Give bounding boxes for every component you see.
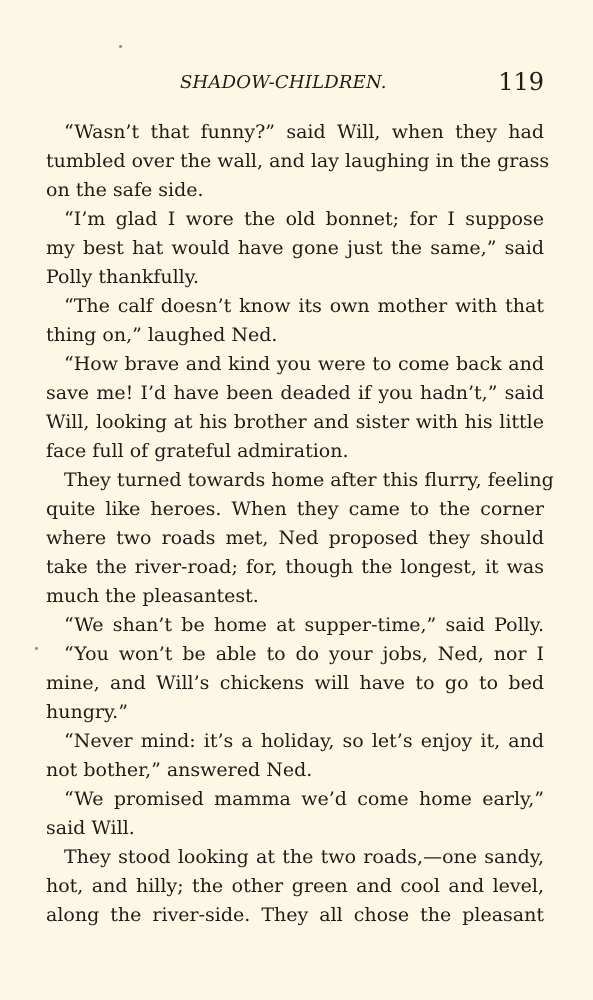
running-head: SHADOW-CHILDREN.	[180, 72, 387, 93]
text-line: They stood looking at the two roads,—one sandy,	[64, 846, 544, 868]
text-line: “Never mind: it’s a holiday, so let’s enjoy it, and	[64, 730, 544, 752]
page-number: 119	[498, 68, 544, 96]
text-line: save me! I’d have been deaded if you hadn’t,” said	[46, 382, 544, 404]
text-line: hot, and hilly; the other green and cool and level,	[46, 875, 544, 897]
text-line: Will, looking at his brother and sister with his little	[46, 411, 544, 433]
text-line: “We promised mamma we’d come home early,”	[64, 788, 544, 810]
text-line: hungry.”	[46, 701, 128, 723]
text-line: my best hat would have gone just the same,” said	[46, 237, 544, 259]
text-line: Polly thankfully.	[46, 266, 200, 288]
text-line: said Will.	[46, 817, 135, 839]
text-line: on the safe side.	[46, 179, 204, 201]
text-line: “Wasn’t that funny?” said Will, when they had	[64, 121, 544, 143]
text-line: “The calf doesn’t know its own mother with that	[64, 295, 544, 317]
text-line: thing on,” laughed Ned.	[46, 324, 278, 346]
text-line: “I’m glad I wore the old bonnet; for I suppose	[64, 208, 544, 230]
text-line: much the pleasantest.	[46, 585, 259, 607]
text-line: where two roads met, Ned proposed they should	[46, 527, 544, 549]
body-text	[46, 118, 554, 930]
text-line: tumbled over the wall, and lay laughing in the grass	[46, 150, 550, 172]
text-line: not bother,” answered Ned.	[46, 759, 313, 781]
text-line: along the river-side. They all chose the pleasant	[46, 904, 544, 926]
page-header	[46, 62, 544, 102]
text-line: “We shan’t be home at supper-time,” said Polly.	[64, 614, 544, 636]
text-line: mine, and Will’s chickens will have to go to bed	[46, 672, 544, 694]
text-line: quite like heroes. When they came to the corner	[46, 498, 544, 520]
page-speck	[119, 45, 122, 48]
text-line: “You won’t be able to do your jobs, Ned, nor I	[64, 643, 544, 665]
text-line: take the river-road; for, though the longest, it was	[46, 556, 544, 578]
text-line: face full of grateful admiration.	[46, 440, 349, 462]
text-line: They turned towards home after this flurry, feeling	[64, 469, 554, 491]
text-line: “How brave and kind you were to come back and	[64, 353, 544, 375]
page-speck	[35, 647, 38, 650]
